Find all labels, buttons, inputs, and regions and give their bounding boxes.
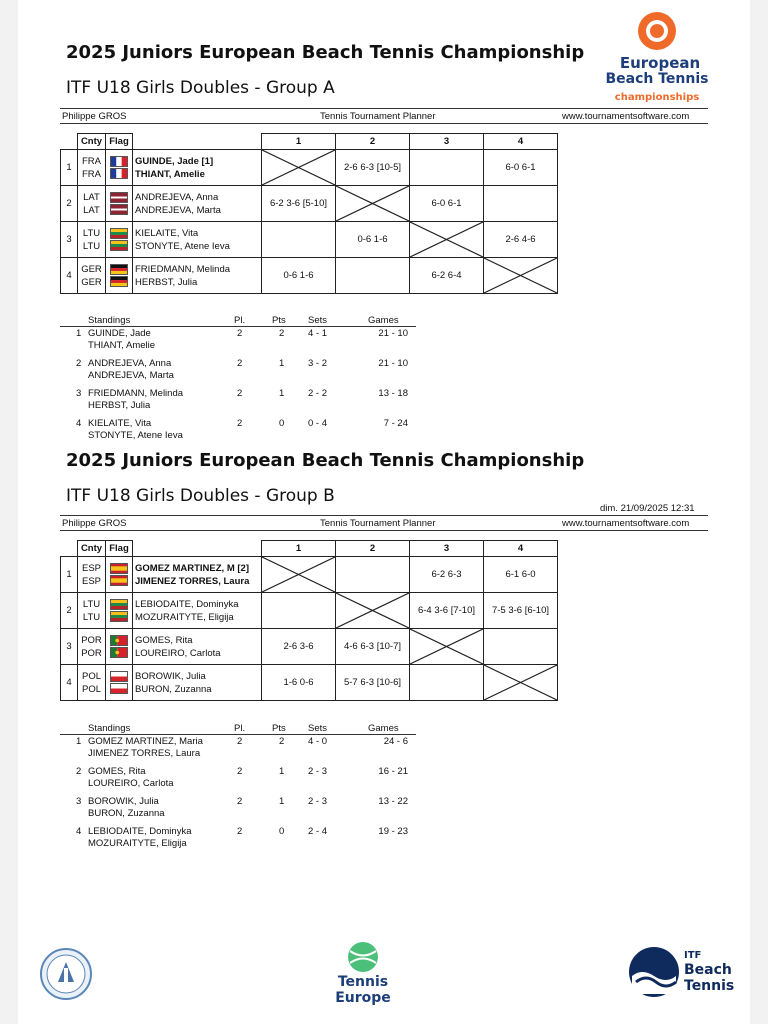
cross-icon [262, 150, 335, 185]
country-code: LTU [82, 598, 101, 610]
points-header: Pts [272, 723, 286, 734]
country-codes [78, 629, 106, 665]
flags [106, 186, 133, 222]
cross-icon [262, 557, 335, 592]
standing-player-1: GOMEZ MARTINEZ, Maria [88, 736, 203, 747]
player-name: STONYTE, Atene Ieva [135, 240, 230, 252]
player-name: LEBIODAITE, Dominyka [135, 598, 239, 610]
country-code: GER [81, 263, 102, 275]
standing-player-1: LEBIODAITE, Dominyka [88, 826, 192, 837]
country-codes [78, 665, 106, 701]
match-score: 6-2 6-3 [410, 557, 484, 593]
country-codes [78, 222, 106, 258]
player-name: ANDREJEVA, Marta [135, 204, 221, 216]
standing-player-2: ANDREJEVA, Marta [88, 369, 174, 381]
seed-number: 2 [61, 186, 78, 222]
standing-player-1: FRIEDMANN, Melinda [88, 388, 184, 399]
group-b-subtitle: ITF U18 Girls Doubles - Group B [66, 486, 335, 506]
column-header-3: 3 [410, 134, 484, 150]
standing-points: 0 [279, 418, 285, 429]
match-score: 5-7 6-3 [10-6] [336, 665, 410, 701]
standing-sets: 2 - 4 [308, 826, 328, 837]
standing-points: 2 [279, 736, 285, 747]
names-header [133, 541, 262, 557]
flags [106, 258, 133, 294]
column-header-3: 3 [410, 541, 484, 557]
divider [60, 515, 708, 516]
esp-flag-icon [110, 575, 128, 586]
draw-row [61, 258, 558, 294]
player-names [133, 557, 262, 593]
seal-icon [40, 948, 92, 1000]
standing-sets: 2 - 3 [308, 766, 328, 777]
self-match-cell [410, 222, 484, 258]
cross-icon [336, 186, 409, 221]
standing-sets: 4 - 1 [308, 328, 328, 339]
country-code: LAT [83, 191, 100, 203]
standing-rank: 2 [76, 358, 82, 369]
standing-sets: 2 - 3 [308, 796, 328, 807]
seed-number: 4 [61, 665, 78, 701]
draw-row [61, 222, 558, 258]
country-code: LAT [83, 204, 100, 216]
player-name: ANDREJEVA, Anna [135, 191, 219, 203]
divider [60, 326, 416, 327]
country-code: FRA [82, 155, 101, 167]
sets-header: Sets [308, 315, 328, 326]
standing-player-1: GUINDE, Jade [88, 328, 151, 339]
standing-player-1: GOMES, Rita [88, 766, 146, 777]
standing-games: 21 - 10 [378, 358, 408, 369]
player-name: BOROWIK, Julia [135, 670, 206, 682]
country-code: GER [81, 276, 102, 288]
itf-line2: Tennis [684, 978, 735, 994]
ger-flag-icon [110, 276, 128, 287]
group-a-planner: Tennis Tournament Planner [320, 111, 436, 122]
standing-player-2: BURON, Zuzanna [88, 807, 165, 819]
standing-sets: 3 - 2 [308, 358, 328, 369]
country-code: POL [81, 670, 101, 682]
itf-line1: Beach [684, 962, 732, 978]
tennis-ball-icon [343, 940, 383, 974]
standing-player-2: STONYTE, Atene Ieva [88, 429, 183, 441]
player-names [133, 665, 262, 701]
seed-number: 1 [61, 557, 78, 593]
standing-games: 16 - 21 [378, 766, 408, 777]
standing-played: 2 [237, 328, 243, 339]
group-a-subtitle: ITF U18 Girls Doubles - Group A [66, 78, 335, 98]
match-score: 6-1 6-0 [484, 557, 558, 593]
standing-player-2: HERBST, Julia [88, 399, 151, 411]
match-score: 7-5 3-6 [6-10] [484, 593, 558, 629]
player-name: MOZURAITYTE, Eligija [135, 611, 234, 623]
standing-sets: 4 - 0 [308, 736, 328, 747]
standing-games: 21 - 10 [378, 328, 408, 339]
standing-played: 2 [237, 358, 243, 369]
ger-flag-icon [110, 264, 128, 275]
player-name: KIELAITE, Vita [135, 227, 199, 239]
match-score [410, 150, 484, 186]
standing-player-1: KIELAITE, Vita [88, 418, 152, 429]
ebt-logo-line2: Beach Tennis [605, 71, 709, 87]
standing-rank: 1 [76, 736, 82, 747]
match-score: 4-6 6-3 [10-7] [336, 629, 410, 665]
column-header-2: 2 [336, 541, 410, 557]
por-flag-icon [110, 635, 128, 646]
standing-points: 1 [279, 388, 285, 399]
draw-row [61, 665, 558, 701]
cnty-header: Cnty [78, 134, 106, 150]
country-code: LTU [82, 227, 101, 239]
country-codes [78, 186, 106, 222]
pol-flag-icon [110, 683, 128, 694]
player-names [133, 222, 262, 258]
cross-icon [484, 258, 557, 293]
self-match-cell [336, 593, 410, 629]
group-b-organizer: Philippe GROS [62, 518, 127, 529]
group-a-draw-table [60, 133, 558, 294]
flags [106, 593, 133, 629]
tennis-europe-line1: Tennis [337, 974, 389, 990]
player-name: JIMENEZ TORRES, Laura [135, 575, 250, 587]
standing-played: 2 [237, 766, 243, 777]
column-header-1: 1 [262, 134, 336, 150]
flags [106, 150, 133, 186]
player-names [133, 186, 262, 222]
column-header-1: 1 [262, 541, 336, 557]
lat-flag-icon [110, 204, 128, 215]
player-names [133, 629, 262, 665]
match-score [484, 186, 558, 222]
self-match-cell [410, 629, 484, 665]
fra-flag-icon [110, 156, 128, 167]
divider [60, 123, 708, 124]
seed-number: 3 [61, 222, 78, 258]
standing-player-1: ANDREJEVA, Anna [88, 358, 172, 369]
itf-top-label: ITF [684, 950, 702, 961]
divider [60, 734, 416, 735]
country-codes [78, 258, 106, 294]
pol-flag-icon [110, 671, 128, 682]
country-code: POR [81, 647, 102, 659]
played-header: Pl. [234, 315, 246, 326]
standing-rank: 1 [76, 328, 82, 339]
cross-icon [410, 222, 483, 257]
itf-beach-tennis-logo [628, 946, 738, 1002]
esp-flag-icon [110, 563, 128, 574]
sets-header: Sets [308, 723, 328, 734]
player-name: HERBST, Julia [135, 276, 198, 288]
standing-player-2: MOZURAITYTE, Eligija [88, 837, 187, 849]
match-score: 6-4 3-6 [7-10] [410, 593, 484, 629]
standing-rank: 2 [76, 766, 82, 777]
seed-number: 4 [61, 258, 78, 294]
standing-sets: 2 - 2 [308, 388, 328, 399]
cross-icon [484, 665, 557, 700]
group-a-title: 2025 Juniors European Beach Tennis Championship [66, 42, 585, 63]
match-score [262, 222, 336, 258]
match-score: 6-0 6-1 [484, 150, 558, 186]
cnty-header: Cnty [78, 541, 106, 557]
standing-rank: 4 [76, 418, 82, 429]
itf-wave-icon [628, 946, 680, 998]
lat-flag-icon [110, 192, 128, 203]
group-b-draw-table [60, 540, 558, 701]
player-names [133, 258, 262, 294]
column-header-4: 4 [484, 134, 558, 150]
fra-flag-icon [110, 168, 128, 179]
divider [60, 108, 708, 109]
standing-played: 2 [237, 388, 243, 399]
ebt-ball-icon [592, 10, 722, 54]
match-score: 0-6 1-6 [262, 258, 336, 294]
standing-points: 1 [279, 796, 285, 807]
country-code: ESP [81, 562, 101, 574]
match-score: 0-6 1-6 [336, 222, 410, 258]
country-codes [78, 150, 106, 186]
flags [106, 557, 133, 593]
player-name: BURON, Zuzanna [135, 683, 212, 695]
standing-player-1: BOROWIK, Julia [88, 796, 159, 807]
country-code: LTU [82, 240, 101, 252]
country-code: POL [81, 683, 101, 695]
country-code: POR [81, 634, 102, 646]
standing-games: 19 - 23 [378, 826, 408, 837]
match-score: 6-2 3-6 [5-10] [262, 186, 336, 222]
points-header: Pts [272, 315, 286, 326]
ltu-flag-icon [110, 599, 128, 610]
column-header-2: 2 [336, 134, 410, 150]
empty-corner [61, 541, 78, 557]
flag-header: Flag [106, 541, 133, 557]
country-code: LTU [82, 611, 101, 623]
flags [106, 629, 133, 665]
standing-points: 1 [279, 358, 285, 369]
standing-played: 2 [237, 826, 243, 837]
player-name: GOMEZ MARTINEZ, M [2] [135, 562, 249, 574]
ltu-flag-icon [110, 228, 128, 239]
group-a-website: www.tournamentsoftware.com [562, 111, 690, 122]
standing-sets: 0 - 4 [308, 418, 328, 429]
flags [106, 665, 133, 701]
player-names [133, 593, 262, 629]
seed-number: 1 [61, 150, 78, 186]
standing-player-2: LOUREIRO, Carlota [88, 777, 174, 789]
draw-row [61, 593, 558, 629]
standing-played: 2 [237, 736, 243, 747]
match-score [336, 557, 410, 593]
cross-icon [336, 593, 409, 628]
draw-row [61, 557, 558, 593]
standing-points: 0 [279, 826, 285, 837]
draw-row [61, 186, 558, 222]
draw-row [61, 150, 558, 186]
ebt-logo-line3: championships [614, 92, 700, 103]
ltu-flag-icon [110, 240, 128, 251]
match-score [410, 665, 484, 701]
tennis-europe-line2: Europe [335, 990, 391, 1006]
cross-icon [410, 629, 483, 664]
games-header: Games [368, 723, 399, 734]
seed-number: 3 [61, 629, 78, 665]
player-names [133, 150, 262, 186]
country-codes [78, 593, 106, 629]
player-name: GOMES, Rita [135, 634, 193, 646]
standing-games: 13 - 18 [378, 388, 408, 399]
country-codes [78, 557, 106, 593]
group-b-title: 2025 Juniors European Beach Tennis Championship [66, 450, 585, 471]
games-header: Games [368, 315, 399, 326]
country-code: ESP [81, 575, 101, 587]
standing-games: 24 - 6 [383, 736, 408, 747]
player-name: LOUREIRO, Carlota [135, 647, 221, 659]
match-score: 6-2 6-4 [410, 258, 484, 294]
match-score: 2-6 3-6 [262, 629, 336, 665]
player-name: GUINDE, Jade [1] [135, 155, 214, 167]
self-match-cell [484, 665, 558, 701]
match-score [336, 258, 410, 294]
standing-rank: 4 [76, 826, 82, 837]
self-match-cell [262, 150, 336, 186]
group-a-organizer: Philippe GROS [62, 111, 127, 122]
standing-rank: 3 [76, 796, 82, 807]
standing-played: 2 [237, 796, 243, 807]
ebt-logo [592, 10, 722, 108]
match-score: 1-6 0-6 [262, 665, 336, 701]
tennis-europe-logo [318, 940, 408, 1012]
match-score: 2-6 6-3 [10-5] [336, 150, 410, 186]
document-page [18, 0, 750, 1024]
match-score: 6-0 6-1 [410, 186, 484, 222]
standing-points: 1 [279, 766, 285, 777]
country-code: FRA [82, 168, 101, 180]
ltu-flag-icon [110, 611, 128, 622]
standing-games: 13 - 22 [378, 796, 408, 807]
flags [106, 222, 133, 258]
flag-header: Flag [106, 134, 133, 150]
divider [60, 530, 708, 531]
standing-rank: 3 [76, 388, 82, 399]
standings-label: Standings [88, 723, 131, 734]
standing-player-2: THIANT, Amelie [88, 339, 156, 351]
player-name: FRIEDMANN, Melinda [135, 263, 231, 275]
standings-label: Standings [88, 315, 131, 326]
match-score [484, 629, 558, 665]
ebt-logo-line1: European [619, 54, 701, 72]
names-header [133, 134, 262, 150]
group-b-website: www.tournamentsoftware.com [562, 518, 690, 529]
match-score [262, 593, 336, 629]
group-b-date: dim. 21/09/2025 12:31 [600, 503, 695, 514]
self-match-cell [262, 557, 336, 593]
self-match-cell [484, 258, 558, 294]
seed-number: 2 [61, 593, 78, 629]
self-match-cell [336, 186, 410, 222]
standing-player-2: JIMENEZ TORRES, Laura [88, 747, 201, 759]
empty-corner [61, 134, 78, 150]
federation-seal-logo [40, 948, 92, 1000]
played-header: Pl. [234, 723, 246, 734]
player-name: THIANT, Amelie [135, 168, 205, 180]
standing-games: 7 - 24 [383, 418, 408, 429]
group-b-planner: Tennis Tournament Planner [320, 518, 436, 529]
por-flag-icon [110, 647, 128, 658]
column-header-4: 4 [484, 541, 558, 557]
draw-row [61, 629, 558, 665]
standing-played: 2 [237, 418, 243, 429]
match-score: 2-6 4-6 [484, 222, 558, 258]
standing-points: 2 [279, 328, 285, 339]
